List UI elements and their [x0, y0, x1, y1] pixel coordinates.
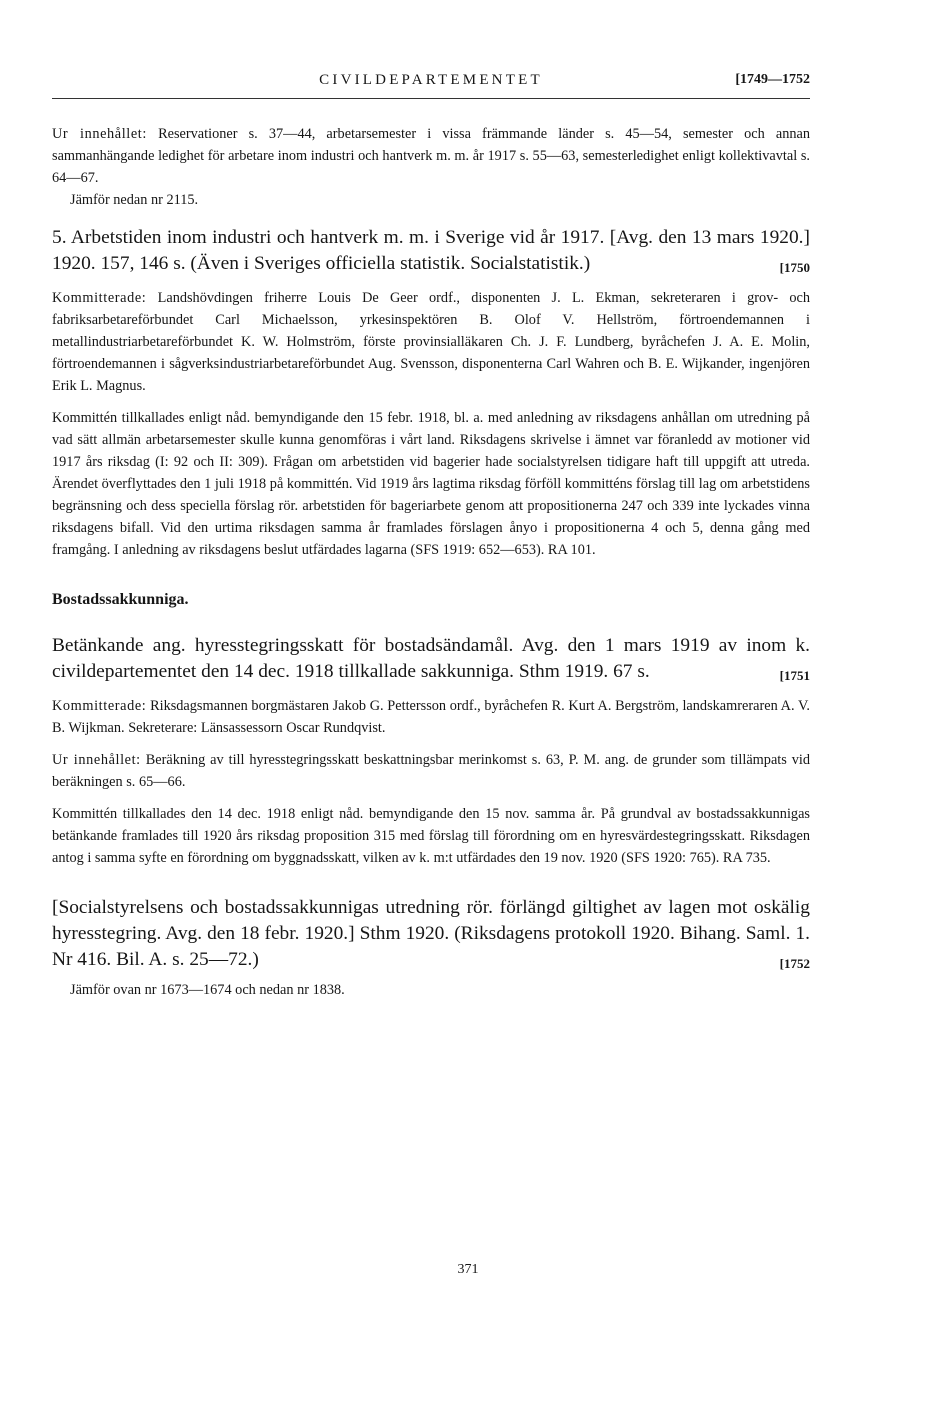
entry-range: [1749—1752	[735, 72, 810, 87]
entry-number: [1751	[779, 668, 810, 683]
committee-note	[52, 695, 810, 739]
entry-1751	[52, 633, 810, 869]
entry-title	[52, 895, 810, 973]
entry-1752	[52, 895, 810, 1001]
running-header	[52, 68, 810, 98]
running-title: CIVILDEPARTEMENTET	[319, 72, 543, 88]
contents-note	[52, 123, 810, 189]
entry-number: [1752	[779, 956, 810, 971]
entry-title-text: 5. Arbetstiden inom industri och hantverk m. m. i Sverige vid år 1917. [Avg. den 13 mars 1920.] 1920. 157, 146 s. (Även i Sveriges officiella statistik. Socialstatistik.)	[52, 227, 810, 274]
entry-title	[52, 633, 810, 685]
section-heading: Bostadssakkunniga.	[52, 591, 189, 608]
contents-note	[52, 749, 810, 793]
contents-label: Ur innehållet:	[52, 126, 147, 142]
page-content	[52, 123, 810, 1001]
entry-title-text: Betänkande ang. hyresstegringsskatt för bostadsändamål. Avg. den 1 mars 1919 av inom k. civildepartementet den 14 dec. 1918 tillkallade sakkunniga. Sthm 1919. 67 s.	[52, 635, 810, 682]
compare-note: Jämför ovan nr 1673—1674 och nedan nr 1838.	[70, 982, 345, 998]
history-note: Kommittén tillkallades enligt nåd. bemyndigande den 15 febr. 1918, bl. a. med anledning av riksdagens anhållan om utredning på vad sätt allmän arbetarsemester skulle kunna genomföras i vårt land. Riksdagens skrivelse i ämnet var föranledd av motioner vid 1917 års riksdag (I: 92 och II: 309). Frågan om arbetstiden vid bagerier hade socialstyrelsen tidigare haft till uppgift att utreda. Ärendet överflyttades den 1 juli 1918 på kommittén. Vid 1919 års lagtima riksdag förföll kommitténs förslag till lag om arbetstidens begränsning och dess speciella förslag rör. arbetstiden för bageriarbete genom att propositionerna 247 och 339 inte lyckades vinna riksdagens bifall. Vid den urtima riksdagen samma år framlades förslagen ånyo i propositionerna 4 och 5, denna gång med framgång. I anledning av riksdagens beslut utfärdades lagarna (SFS 1919: 652—653). RA 101.	[52, 410, 810, 558]
contents-label: Ur innehållet:	[52, 752, 141, 768]
committee-text: Landshövdingen friherre Louis De Geer ordf., disponenten J. L. Ekman, sekreteraren i grov- och fabriksarbetareförbundet Carl Michaelsson, yrkesinspektören B. Olof V. Hellström, förtroendemannen i metallindustriarbetareförbundet K. W. Holmström, förste provinsialläkaren Ch. J. F. Lundberg, byråchefen J. A. E. Molin, förtroendemannen i sågverksindustriarbetareförbundet Aug. Svensson, disponenterna Carl Wahren och B. E. Wijkander, ingenjören Erik L. Magnus.	[52, 290, 810, 394]
committee-text: Riksdagsmannen borgmästaren Jakob G. Pettersson ordf., byråchefen R. Kurt A. Bergström, landskamreraren A. V. B. Wijkman. Sekreterare: Länsassessorn Oscar Rundqvist.	[52, 698, 811, 736]
contents-text: Reservationer s. 37—44, arbetarsemester i vissa främmande länder s. 45—54, semester och annan sammanhängande ledighet för arbetare inom industri och hantverk m. m. år 1917 s. 55—63, semesterledighet enligt kollektivavtal s. 64—67.	[52, 126, 810, 186]
header-rule	[52, 98, 810, 99]
committee-note	[52, 287, 810, 397]
contents-text: Beräkning av till hyresstegringsskatt beskattningsbar merinkomst s. 63, P. M. ang. de grunder som tillämpats vid beräkningen s. 65—66.	[52, 752, 811, 790]
entry-1750	[52, 225, 810, 561]
compare-note: Jämför nedan nr 2115.	[70, 192, 199, 208]
entry-title	[52, 225, 810, 277]
entry-title-text: [Socialstyrelsens och bostadssakkunnigas utredning rör. förlängd giltighet av lagen mot oskälig hyresstegring. Avg. den 18 febr. 1920.] Sthm 1920. (Riksdagens protokoll 1920. Bihang. Saml. 1. Nr 416. Bil. A. s. 25—72.)	[52, 897, 810, 970]
page-number: 371	[457, 1262, 479, 1277]
committee-label: Kommitterade:	[52, 290, 147, 306]
committee-label: Kommitterade:	[52, 698, 147, 714]
entry-number: [1750	[779, 260, 810, 275]
history-note: Kommittén tillkallades den 14 dec. 1918 enligt nåd. bemyndigande den 15 nov. samma år. På grundval av bostadssakkunnigas betänkande framlades till 1920 års riksdag proposition 315 med förslag till förordning om en hyresvärdestegringsskatt. Riksdagen antog i samma syfte en förordning om byggnadsskatt, vilken av k. m:t utfärdades den 19 nov. 1920 (SFS 1920: 765). RA 735.	[52, 806, 810, 866]
